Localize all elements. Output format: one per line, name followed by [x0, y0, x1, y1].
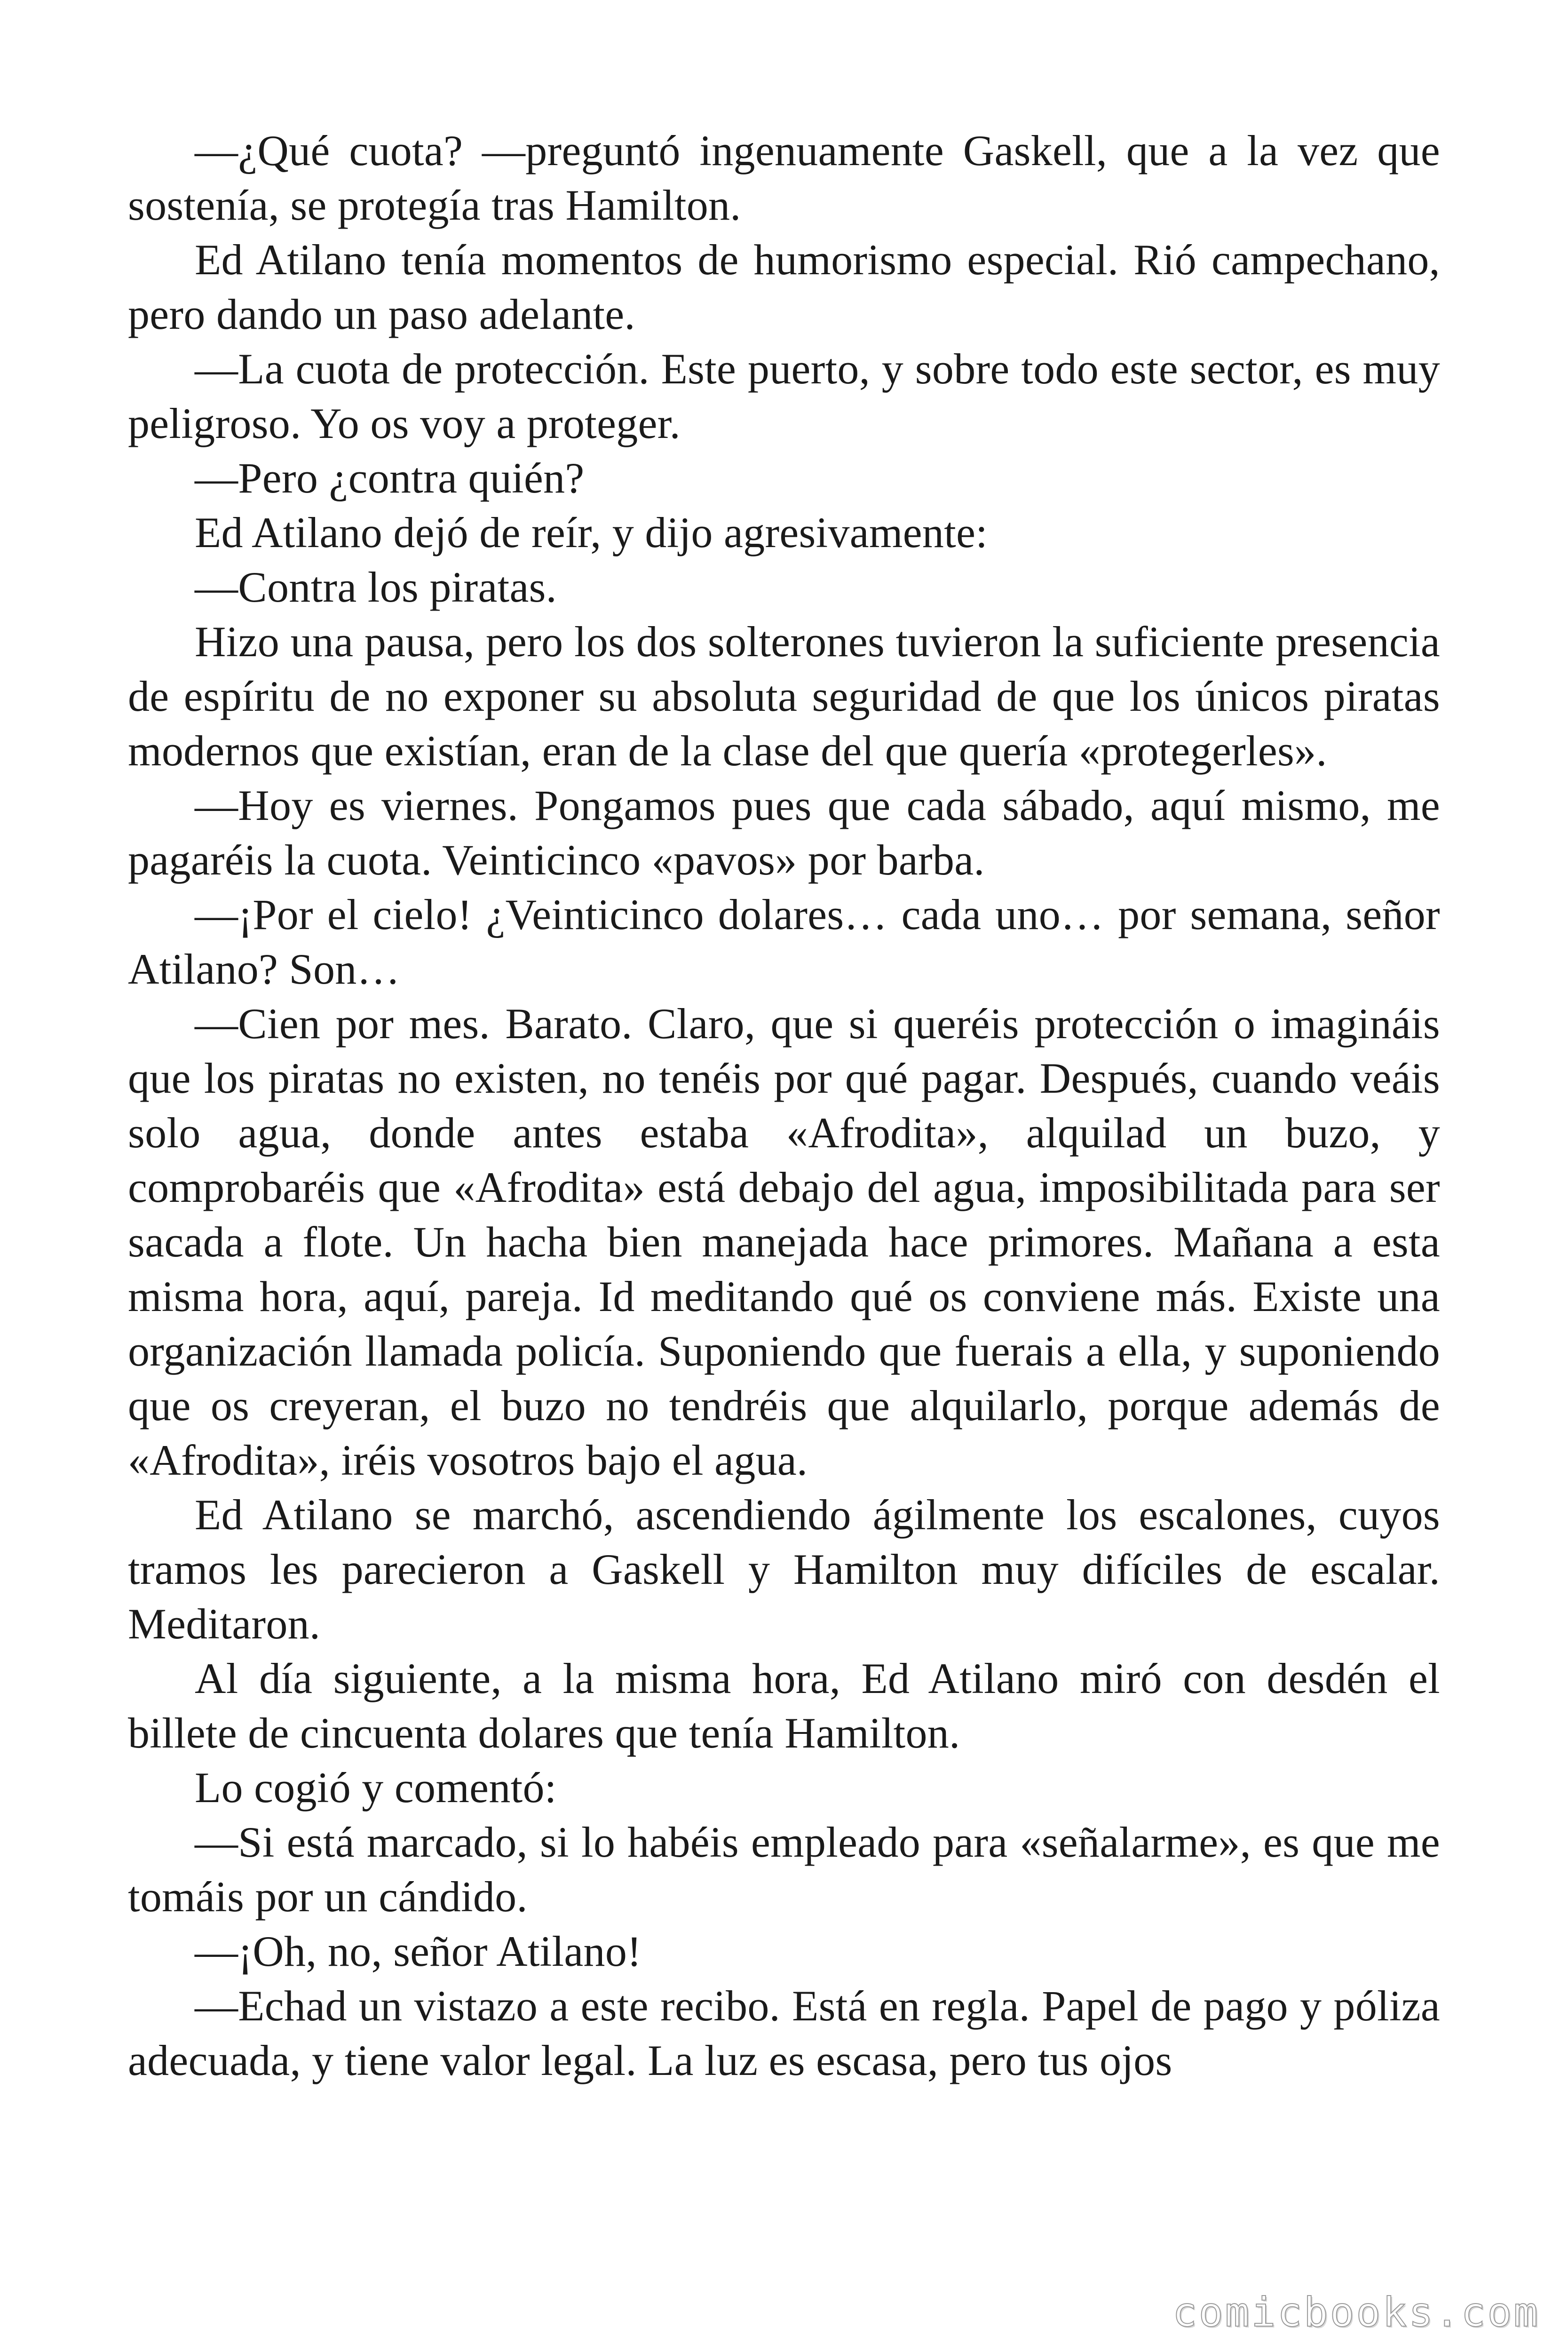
paragraph: Lo cogió y comentó: — [195, 1764, 557, 1812]
paragraph: —La cuota de protección. Este puerto, y sobre todo este sector, es muy peligroso. Yo os voy a proteger. — [128, 345, 1440, 447]
paragraph: —¿Qué cuota? —preguntó ingenuamente Gaskell, que a la vez que sostenía, se protegía tras Hamilton. — [128, 127, 1440, 229]
paragraph: —Echad un vistazo a este recibo. Está en regla. Papel de pago y póliza adecuada, y tiene valor legal. La luz es escasa, pero tus ojos — [128, 1982, 1440, 2084]
paragraph: Al día siguiente, a la misma hora, Ed Atilano miró con desdén el billete de cincuenta dolares que tenía Hamilton. — [128, 1654, 1440, 1757]
paragraph: —Si está marcado, si lo habéis empleado para «señalarme», es que me tomáis por un cándido. — [128, 1818, 1440, 1921]
paragraph: Ed Atilano dejó de reír, y dijo agresivamente: — [195, 509, 988, 556]
paragraph: —¡Oh, no, señor Atilano! — [195, 1927, 642, 1975]
paragraph: Hizo una pausa, pero los dos solterones tuvieron la suficiente presencia de espíritu de no exponer su absoluta seguridad de que los únicos piratas modernos que existían, eran de la clase del que quería «protegerles». — [128, 618, 1440, 775]
paragraph: Ed Atilano tenía momentos de humorismo especial. Rió campechano, pero dando un paso adelante. — [128, 236, 1440, 338]
paragraph: —Pero ¿contra quién? — [195, 454, 585, 502]
paragraph: —Cien por mes. Barato. Claro, que si queréis protección o imagináis que los piratas no existen, no tenéis por qué pagar. Después, cuando veáis solo agua, donde antes estaba «Afrodita», alquilad un buzo, y comprobaréis que «Afrodita» está debajo del agua, imposibilitada para ser sacada a flote. Un hacha bien manejada hace primores. Mañana a esta misma hora, aquí, pareja. Id meditando qué os conviene más. Existe una organización llamada policía. Suponiendo que fuerais a ella, y suponiendo que os creyeran, el buzo no tendréis que alquilarlo, porque además de «Afrodita», iréis vosotros bajo el agua. — [128, 1000, 1440, 1484]
paragraph: —Contra los piratas. — [195, 563, 557, 611]
watermark: comicbooks.com — [1172, 2289, 1540, 2336]
paragraph: Ed Atilano se marchó, ascendiendo ágilmente los escalones, cuyos tramos les parecieron a Gaskell y Hamilton muy difíciles de escalar. Meditaron. — [128, 1491, 1440, 1648]
paragraph: —Hoy es viernes. Pongamos pues que cada sábado, aquí mismo, me pagaréis la cuota. Veinticinco «pavos» por barba. — [128, 781, 1440, 884]
page-body — [128, 123, 1440, 2088]
paragraph: —¡Por el cielo! ¿Veinticinco dolares… cada uno… por semana, señor Atilano? Son… — [128, 890, 1440, 993]
